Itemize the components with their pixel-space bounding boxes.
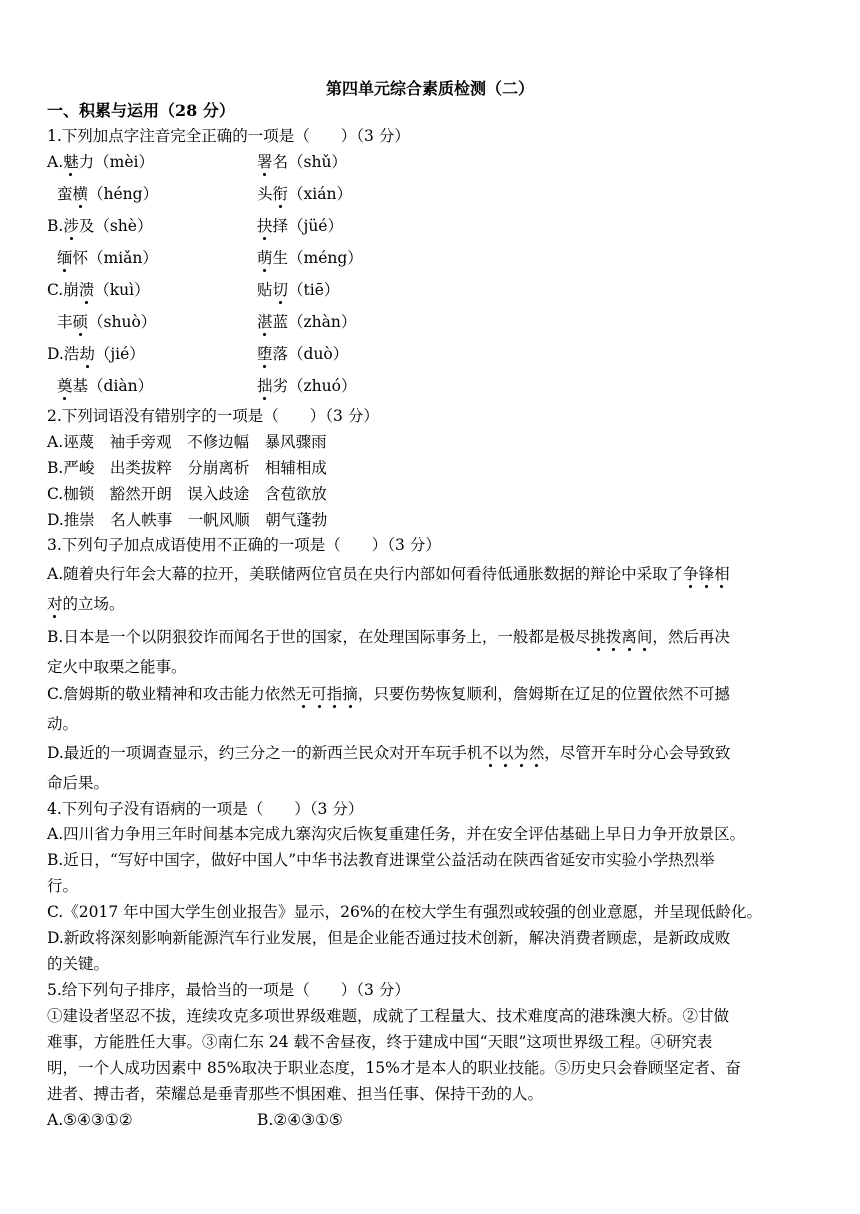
q3-option-c: C.詹姆斯的敬业精神和攻击能力依然无可指摘，只要伤势恢复顺利，詹姆斯在辽足的位置依然不可撼 <box>47 685 730 703</box>
q1-option-a-4: 头衔（xián） <box>257 185 352 203</box>
q1-option-a-2: 署名（shǔ） <box>257 153 347 171</box>
q1-option-b-4: 萌生（méng） <box>257 249 363 267</box>
q1-option-d-4: 拙劣（zhuó） <box>257 377 357 395</box>
q4-option-a: A.四川省力争用三年时间基本完成九寨沟灾后恢复重建任务，并在安全评估基础上早日力争开放景区。 <box>47 825 746 843</box>
q4-option-b-cont: 行。 <box>47 877 79 895</box>
q2-option-b: B.严峻 出类拔粹 分崩离析 相辅相成 <box>47 459 327 477</box>
q1-option-c-1: C.崩溃（kuì） <box>47 281 150 299</box>
q5-option-a: A.⑤④③①② <box>47 1111 133 1129</box>
q4-option-b: B.近日，“写好中国字，做好中国人”中华书法教育进课堂公益活动在陕西省延安市实验小学热烈举 <box>47 851 715 869</box>
q1-option-a-1: A.魅力（mèi） <box>47 153 154 171</box>
q5-passage-line-3: 明，一个人成功因素中 85%取决于职业态度，15%才是本人的职业技能。⑤历史只会眷顾坚定者、奋 <box>47 1059 741 1077</box>
q5-passage-line-2: 难事，方能胜任大事。③南仁东 24 载不舍昼夜，终于建成中国“天眼”这项世界级工程。④研究表 <box>47 1033 713 1051</box>
q3-option-c-cont: 动。 <box>47 715 79 733</box>
q3-option-b: B.日本是一个以阴狠狡诈而闻名于世的国家，在处理国际事务上，一般都是极尽挑拨离间，然后再决 <box>47 628 730 646</box>
q3-option-d-cont: 命后果。 <box>47 774 110 792</box>
q4-stem: 4.下列句子没有语病的一项是（ ）（3 分） <box>47 800 364 818</box>
q1-option-d-1: D.浩劫（jié） <box>47 345 145 363</box>
q1-option-d-3: 奠基（diàn） <box>57 377 154 395</box>
q1-option-b-1: B.涉及（shè） <box>47 217 153 235</box>
q5-passage-line-1: ①建设者坚忍不拔，连续攻克多项世界级难题，成就了工程量大、技术难度高的港珠澳大桥。②甘做 <box>47 1007 730 1025</box>
q1-option-b-2: 抉择（jüé） <box>257 217 343 235</box>
q3-option-b-cont: 定火中取栗之能事。 <box>47 658 187 676</box>
q5-option-b: B.②④③①⑤ <box>257 1111 343 1129</box>
q1-option-c-2: 贴切（tiē） <box>257 281 340 299</box>
q1-option-c-3: 丰硕（shuò） <box>57 313 157 331</box>
q1-option-c-4: 湛蓝（zhàn） <box>257 313 357 331</box>
page-title: 第四单元综合素质检测（二） <box>325 79 534 98</box>
q1-option-a-3: 蛮横（héng） <box>57 185 159 203</box>
q2-option-d: D.推崇 名人帙事 一帆风顺 朝气蓬勃 <box>47 511 328 529</box>
q1-option-d-2: 堕落（duò） <box>257 345 349 363</box>
q3-option-a-cont: 对的立场。 <box>47 595 125 613</box>
q4-option-d-cont: 的关键。 <box>47 955 110 973</box>
q3-option-d: D.最近的一项调查显示，约三分之一的新西兰民众对开车玩手机不以为然，尽管开车时分心会导致致 <box>47 744 731 762</box>
q4-option-d: D.新政将深刻影响新能源汽车行业发展，但是企业能否通过技术创新，解决消费者顾虑，是新政成败 <box>47 929 731 947</box>
q1-option-b-3: 缅怀（miǎn） <box>57 249 158 267</box>
section-heading: 一、积累与运用（28 分） <box>47 101 235 120</box>
q2-option-c: C.枷锁 豁然开朗 误入歧途 含苞欲放 <box>47 485 327 503</box>
q2-option-a: A.诬蔑 袖手旁观 不修边幅 暴风骤雨 <box>47 433 327 451</box>
q2-stem: 2.下列词语没有错别字的一项是（ ）（3 分） <box>47 407 379 425</box>
q3-stem: 3.下列句子加点成语使用不正确的一项是（ ）（3 分） <box>47 536 441 554</box>
q3-option-a: A.随着央行年会大幕的拉开，美联储两位官员在央行内部如何看待低通胀数据的辩论中采取了争锋相 <box>47 565 730 583</box>
q1-stem: 1.下列加点字注音完全正确的一项是（ ）（3 分） <box>47 127 410 145</box>
q5-stem: 5.给下列句子排序，最恰当的一项是（ ）（3 分） <box>47 981 410 999</box>
q4-option-c: C.《2017 年中国大学生创业报告》显示，26%的在校大学生有强烈或较强的创业意愿，并呈现低龄化。 <box>47 903 763 921</box>
q5-passage-line-4: 进者、搏击者，荣耀总是垂青那些不惧困难、担当任事、保持干劲的人。 <box>47 1085 544 1103</box>
